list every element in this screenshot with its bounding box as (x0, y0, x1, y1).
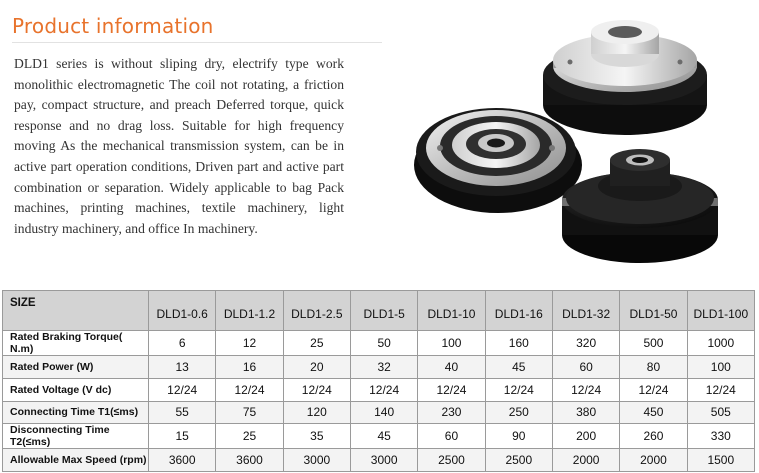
table-cell: 6 (149, 331, 216, 356)
brake-photo-face (414, 108, 582, 213)
table-cell: 330 (687, 424, 754, 449)
table-cell: 380 (552, 401, 619, 424)
specification-table (2, 290, 755, 472)
table-cell: 2000 (620, 449, 687, 472)
table-cell: 25 (283, 331, 350, 356)
table-cell: 12 (216, 331, 283, 356)
product-photos (410, 20, 740, 270)
table-cell: 12/24 (552, 378, 619, 401)
table-cell: 12/24 (687, 378, 754, 401)
table-cell: 2000 (552, 449, 619, 472)
model-header: DLD1-2.5 (283, 291, 350, 331)
table-cell: 3000 (350, 449, 417, 472)
model-header: DLD1-0.6 (149, 291, 216, 331)
model-header: DLD1-1.2 (216, 291, 283, 331)
table-cell: 50 (350, 331, 417, 356)
page-title: Product information (12, 14, 214, 38)
table-cell: 450 (620, 401, 687, 424)
table-cell: 20 (283, 356, 350, 379)
table-cell: 250 (485, 401, 552, 424)
table-cell: 260 (620, 424, 687, 449)
table-cell: 100 (418, 331, 485, 356)
model-header: DLD1-100 (687, 291, 754, 331)
row-label: Connecting Time T1(≤ms) (3, 401, 149, 424)
table-cell: 1500 (687, 449, 754, 472)
table-cell: 12/24 (620, 378, 687, 401)
table-cell: 32 (350, 356, 417, 379)
table-cell: 45 (485, 356, 552, 379)
table-cell: 35 (283, 424, 350, 449)
brake-photo-black (562, 149, 718, 263)
table-row (3, 401, 755, 424)
size-header: SIZE (3, 291, 149, 331)
table-cell: 60 (418, 424, 485, 449)
table-cell: 100 (687, 356, 754, 379)
table-cell: 15 (149, 424, 216, 449)
table-cell: 3600 (149, 449, 216, 472)
table-cell: 45 (350, 424, 417, 449)
table-row (3, 356, 755, 379)
row-label: Disconnecting Time T2(≤ms) (3, 424, 149, 449)
table-cell: 3600 (216, 449, 283, 472)
table-row (3, 449, 755, 472)
table-cell: 505 (687, 401, 754, 424)
title-divider (12, 42, 382, 43)
table-cell: 12/24 (149, 378, 216, 401)
model-header: DLD1-10 (418, 291, 485, 331)
table-cell: 2500 (485, 449, 552, 472)
table-cell: 12/24 (216, 378, 283, 401)
table-row (3, 378, 755, 401)
table-cell: 160 (485, 331, 552, 356)
table-cell: 1000 (687, 331, 754, 356)
table-row (3, 424, 755, 449)
row-label: Rated Power (W) (3, 356, 149, 379)
model-header: DLD1-16 (485, 291, 552, 331)
model-header: DLD1-5 (350, 291, 417, 331)
model-header: DLD1-50 (620, 291, 687, 331)
table-cell: 55 (149, 401, 216, 424)
table-cell: 12/24 (283, 378, 350, 401)
table-cell: 12/24 (350, 378, 417, 401)
table-cell: 25 (216, 424, 283, 449)
table-cell: 13 (149, 356, 216, 379)
table-cell: 16 (216, 356, 283, 379)
product-description: DLD1 series is without sliping dry, electrify type work monolithic electromagnetic The coil not rotating, a friction pay, compact structure, and preach Deferred torque, quick response and no drag loss. Suitable for high frequency moving As the mechanical transmission system, can be in active part operation conditions, Driven part and active part combination or separation. Widely applicable to bag Pack machines, printing machines, textile machinery, light industry machinery, and office In machinery. (14, 56, 344, 236)
table-cell: 90 (485, 424, 552, 449)
brake-photo-hub (543, 20, 707, 135)
table-cell: 75 (216, 401, 283, 424)
table-cell: 60 (552, 356, 619, 379)
table-cell: 230 (418, 401, 485, 424)
table-cell: 80 (620, 356, 687, 379)
table-cell: 40 (418, 356, 485, 379)
table-cell: 12/24 (485, 378, 552, 401)
table-cell: 140 (350, 401, 417, 424)
model-header: DLD1-32 (552, 291, 619, 331)
table-cell: 500 (620, 331, 687, 356)
table-row (3, 331, 755, 356)
table-cell: 3000 (283, 449, 350, 472)
table-cell: 200 (552, 424, 619, 449)
table-cell: 320 (552, 331, 619, 356)
table-cell: 2500 (418, 449, 485, 472)
row-label: Allowable Max Speed (rpm) (3, 449, 149, 472)
row-label: Rated Braking Torque( N.m) (3, 331, 149, 356)
table-cell: 12/24 (418, 378, 485, 401)
table-header-row (3, 291, 755, 331)
row-label: Rated Voltage (V dc) (3, 378, 149, 401)
table-cell: 120 (283, 401, 350, 424)
